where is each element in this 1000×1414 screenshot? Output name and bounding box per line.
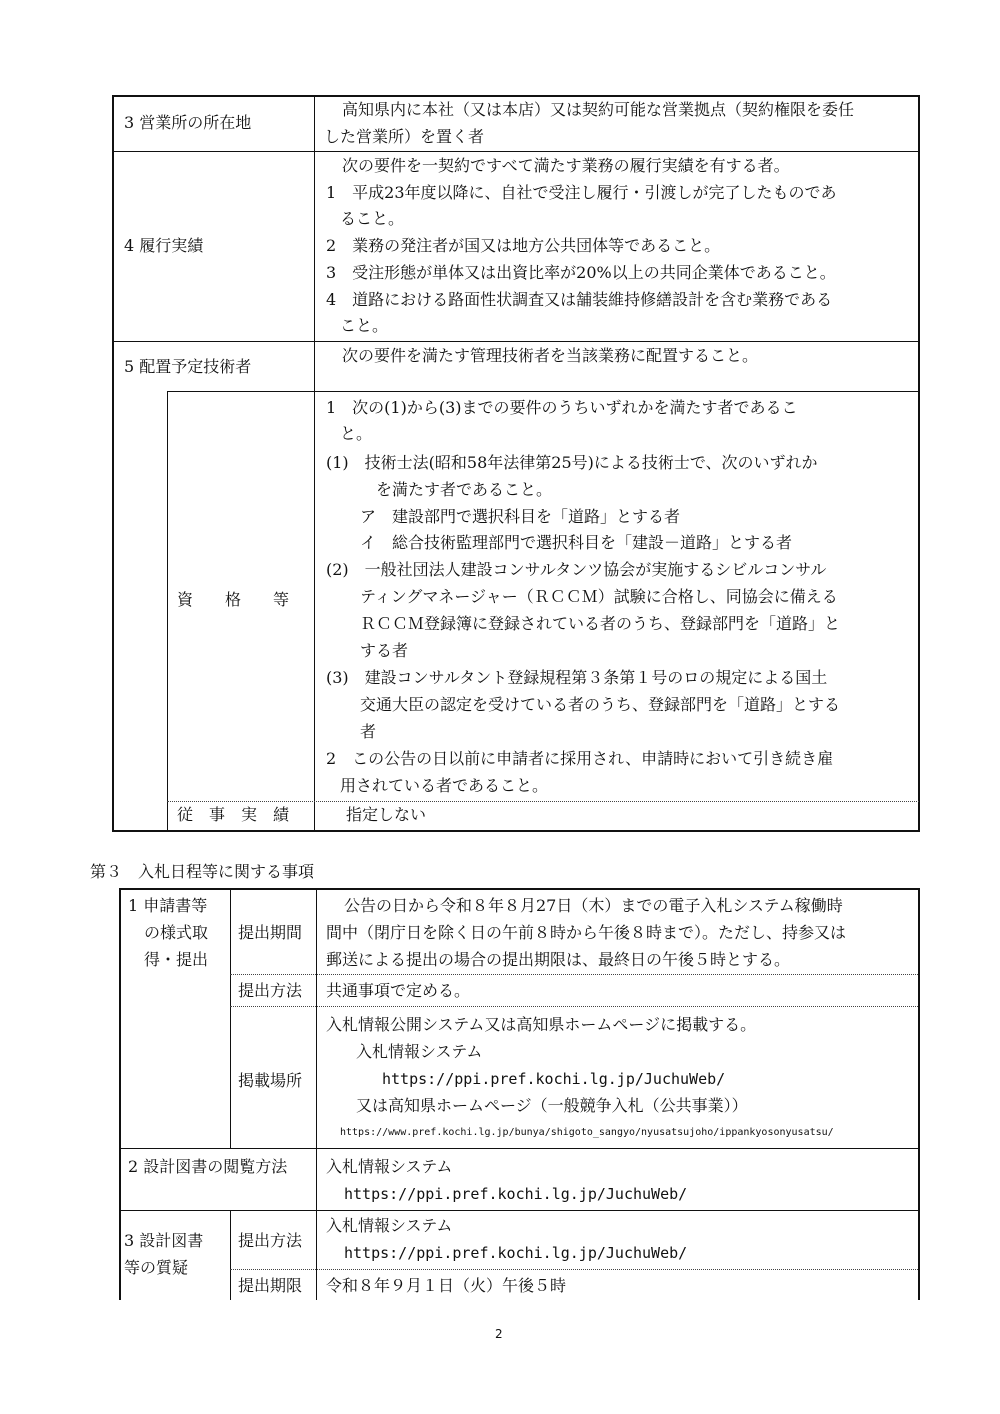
- design-docs-view-link[interactable]: https://ppi.pref.kochi.lg.jp/JuchuWeb/: [344, 1185, 688, 1203]
- inquiry-method-label: 提出方法: [238, 1231, 303, 1250]
- inquiry-deadline-label: 提出期限: [238, 1276, 303, 1295]
- row-label-engineer: 5 配置予定技術者: [124, 357, 252, 376]
- inquiry-label-line-2: 等の質疑: [124, 1258, 189, 1277]
- inquiry-method-link[interactable]: https://ppi.pref.kochi.lg.jp/JuchuWeb/: [344, 1244, 688, 1262]
- experience-value: 指定しない: [346, 805, 427, 824]
- application-label-line-3: 得・提出: [144, 950, 209, 969]
- performance-line-7: こと。: [340, 316, 389, 335]
- qualification-line-9: ＲＣＣＭ登録簿に登録されている者のうち、登録部門を「道路」と: [360, 614, 841, 633]
- submission-method-value: 共通事項で定める。: [326, 981, 471, 1000]
- posting-place-line-2: 入札情報システム: [356, 1042, 483, 1061]
- qualification-line-2: と。: [340, 424, 373, 443]
- application-label-line-2: の様式取: [144, 923, 209, 942]
- posting-place-label: 掲載場所: [238, 1071, 303, 1090]
- office-location-line-1: 高知県内に本社（又は本店）又は契約可能な営業拠点（契約権限を委任: [342, 100, 855, 119]
- submission-period-line-2: 間中（閉庁日を除く日の午前８時から午後８時まで）。ただし、持参又は: [326, 923, 847, 942]
- performance-line-1: 次の要件を一契約ですべて満たす業務の履行実績を有する者。: [342, 156, 790, 175]
- section-heading: 第３ 入札日程等に関する事項: [90, 862, 315, 881]
- posting-place-link-1[interactable]: https://ppi.pref.kochi.lg.jp/JuchuWeb/: [382, 1070, 726, 1088]
- submission-period-label: 提出期間: [238, 923, 303, 942]
- qualification-line-12: 交通大臣の認定を受けている者のうち、登録部門を「道路」とする: [360, 695, 841, 714]
- engineer-intro: 次の要件を満たす管理技術者を当該業務に配置すること。: [342, 346, 759, 365]
- row-label-office-location: 3 営業所の所在地: [124, 113, 252, 132]
- qualification-line-3: (1) 技術士法(昭和58年法律第25号)による技術士で、次のいずれか: [326, 453, 818, 472]
- submission-period-line-1: 公告の日から令和８年８月27日（木）までの電子入札システム稼働時: [344, 896, 843, 915]
- qualification-line-5: ア 建設部門で選択科目を「道路」とする者: [360, 507, 681, 526]
- submission-method-label: 提出方法: [238, 981, 303, 1000]
- qualification-line-6: イ 総合技術監理部門で選択科目を「建設－道路」とする者: [360, 533, 793, 552]
- page-number: 2: [495, 1327, 503, 1341]
- performance-line-6: 4 道路における路面性状調査又は舗装維持修繕設計を含む業務である: [326, 290, 833, 309]
- qualification-line-13: 者: [360, 722, 377, 741]
- office-location-line-2: した営業所）を置く者: [324, 127, 485, 146]
- qualification-line-11: (3) 建設コンサルタント登録規程第３条第１号のロの規定による国土: [326, 668, 828, 687]
- design-docs-view-label: 2 設計図書の閲覧方法: [128, 1157, 288, 1176]
- inquiry-method-line-1: 入札情報システム: [326, 1216, 453, 1235]
- qualification-line-14: 2 この公告の日以前に申請者に採用され、申請時において引き続き雇: [326, 749, 834, 768]
- experience-label: 従 事 実 績: [177, 805, 290, 824]
- performance-line-2: 1 平成23年度以降に、自社で受注し履行・引渡しが完了したものであ: [326, 183, 837, 202]
- application-label-line-1: 1 申請書等: [128, 896, 208, 915]
- qualification-line-4: を満たす者であること。: [376, 480, 553, 499]
- qualification-line-1: 1 次の(1)から(3)までの要件のうちいずれかを満たす者であるこ: [326, 398, 798, 417]
- inquiry-deadline-value: 令和８年９月１日（火）午後５時: [326, 1276, 567, 1295]
- performance-line-3: ること。: [340, 209, 405, 228]
- performance-line-4: 2 業務の発注者が国又は地方公共団体等であること。: [326, 236, 721, 255]
- design-docs-view-line-1: 入札情報システム: [326, 1157, 453, 1176]
- performance-line-5: 3 受注形態が単体又は出資比率が20%以上の共同企業体であること。: [326, 263, 836, 282]
- qualification-line-15: 用されている者であること。: [340, 776, 549, 795]
- row-label-performance: 4 履行実績: [124, 236, 204, 255]
- posting-place-line-1: 入札情報公開システム又は高知県ホームページに掲載する。: [326, 1015, 757, 1034]
- inquiry-label-line-1: 3 設計図書: [124, 1231, 204, 1250]
- posting-place-line-4: 又は高知県ホームページ（一般競争入札（公共事業））: [356, 1096, 748, 1115]
- qualification-line-7: (2) 一般社団法人建設コンサルタンツ協会が実施するシビルコンサル: [326, 560, 827, 579]
- qualification-label: 資 格 等: [177, 590, 290, 609]
- qualification-line-8: ティングマネージャー（ＲＣＣＭ）試験に合格し、同協会に備える: [360, 587, 838, 606]
- posting-place-link-2[interactable]: https://www.pref.kochi.lg.jp/bunya/shigoto_sangyo/nyusatsujoho/ippankyosonyusatsu/: [340, 1127, 834, 1138]
- submission-period-line-3: 郵送による提出の場合の提出期限は、最終日の午後５時とする。: [326, 950, 791, 969]
- qualification-line-10: する者: [360, 641, 409, 660]
